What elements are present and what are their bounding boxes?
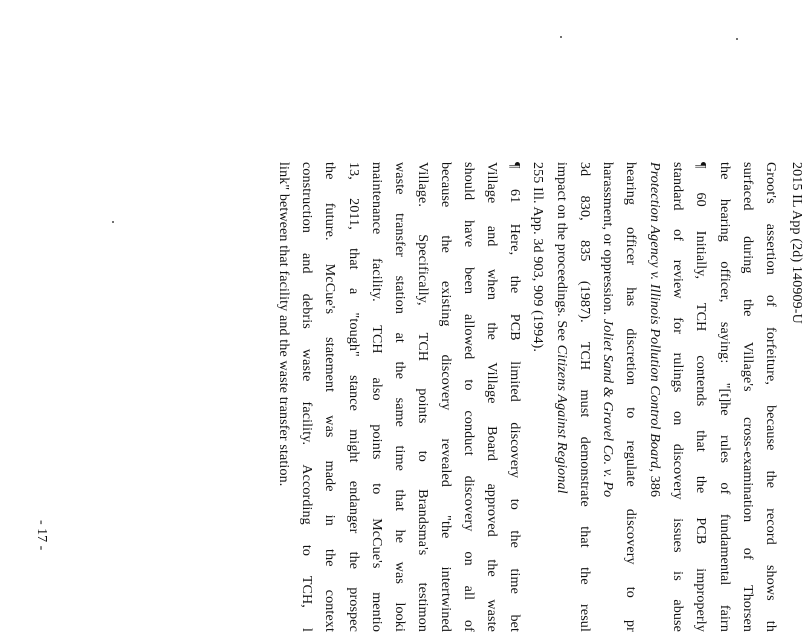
page-header: 2015 IL App (2d) 140909-U (789, 162, 804, 324)
scan-speck (112, 221, 114, 223)
case-citation-italic: Citizens Against Regional (554, 344, 569, 494)
text-line: Groot's assertion of forfeiture, because the record shows th (763, 162, 778, 632)
paragraph-60-line (600, 162, 614, 497)
scan-speck (560, 36, 562, 38)
paragraph-61-line: 13, 2011, that a "tough" stance might endanger the prospec (346, 162, 361, 632)
scan-speck (736, 38, 738, 40)
paragraph-61-line: Village. Specifically, TCH points to Brandsma's testimon (415, 162, 430, 632)
paragraph-60-line (554, 162, 568, 494)
citation-text: 386 (647, 472, 662, 498)
paragraph-61-line: construction and debris waste facility. According to TCH, l (299, 162, 314, 632)
paragraph-61-line: waste transfer station at the same time that he was looki (392, 162, 407, 632)
paragraph-61-line: link" between that facility and the waste transfer station. (276, 162, 291, 487)
paragraph-61-line: maintenance facility. TCH also points to McCue's mentio (369, 162, 384, 632)
paragraph-60-line: 3d 830, 835 (1987). TCH must demonstrate that the resul (577, 162, 592, 632)
citation-text: harassment, or oppression. (600, 162, 615, 319)
paragraph-61-line: because the existing discovery revealed "the intertwined (438, 162, 453, 632)
paragraph-61-line: ¶ 61 Here, the PCB limited discovery to the time bet (507, 162, 522, 632)
paragraph-61-line: the future. McCue's statement was made in the context (322, 162, 337, 632)
text-line: the hearing officer, saying: "[t]he rules of fundamental fairn (717, 162, 732, 632)
case-citation-italic: Protection Agency v. Illinois Pollution Control Board, (647, 162, 662, 473)
paragraph-60-line: ¶ 60 Initially, TCH contends that the PCB improperly (693, 162, 708, 632)
case-citation-italic: Joliet Sand & Gravel Co. v. Po (600, 318, 615, 498)
paragraph-61-line: Village and when the Village Board approved the waste (484, 162, 499, 632)
paragraph-60-line: hearing officer has discretion to regulate discovery to pr (623, 162, 638, 632)
paragraph-60-line: standard of review for rulings on discovery issues is abuse (670, 162, 685, 632)
paragraph-60-line (647, 162, 661, 497)
page-number: - 17 - (34, 520, 49, 551)
text-line: surfaced during the Village's cross-examination of Thorsen (740, 162, 755, 632)
paragraph-60-line: 255 Ill. App. 3d 903, 909 (1994). (530, 162, 545, 353)
paragraph-61-line: should have been allowed to conduct discovery on all of (461, 162, 476, 632)
citation-text: impact on the proceedings. See (554, 162, 569, 345)
